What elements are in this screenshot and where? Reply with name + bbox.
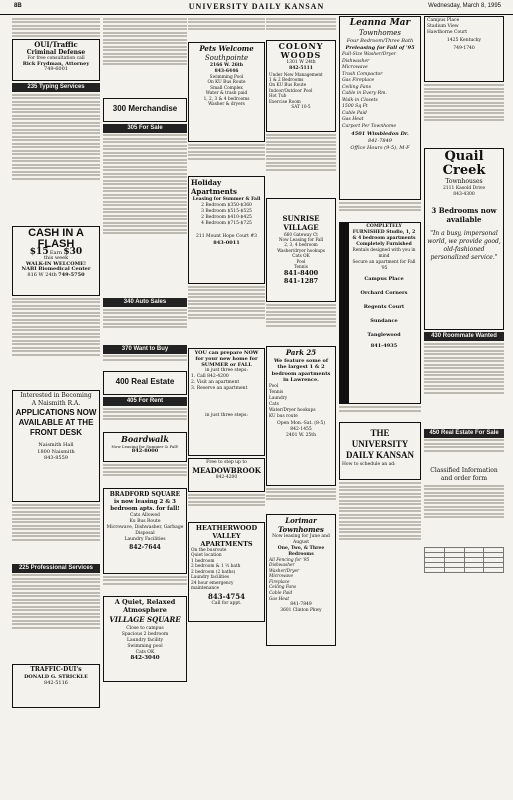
- ad-feature: Indoor/Outdoor Pool: [269, 87, 313, 93]
- ad-hours: Office Hours (9-5), M-F: [350, 145, 410, 151]
- classified-listing: [266, 488, 336, 512]
- kansan-classified-banner: [339, 422, 421, 480]
- ad-text: in just three steps:: [205, 412, 248, 418]
- naismith-ad: [12, 390, 100, 502]
- classified-listing: [339, 406, 421, 420]
- ad-text: Preleasing for Fall of '95: [345, 45, 415, 51]
- ad-phone: 842-5111: [289, 65, 313, 71]
- column-5: [339, 16, 421, 794]
- ad-feature: Washer & dryers: [208, 102, 245, 107]
- ad-address: 2111 Kasold Drive: [442, 186, 486, 191]
- classified-listing: [103, 464, 187, 486]
- ad-feature: Campus Place: [427, 18, 460, 23]
- ad-feature: 2 bedroom (2 baths): [191, 569, 236, 575]
- ad-phone: 843-4754: [208, 591, 245, 601]
- ad-feature: Pool: [296, 258, 306, 264]
- ad-feature: Rentals designed with you in mind: [352, 248, 416, 259]
- place-name: Orchard Corners: [360, 290, 408, 296]
- place-name: Campus Place: [364, 276, 404, 282]
- ad-feature: Under New Management: [269, 71, 323, 77]
- ad-feature: 2 Bedroom $410-$425: [201, 214, 252, 220]
- ad-brand: Park 25: [285, 347, 317, 357]
- ad-feature: Tennis: [294, 263, 308, 269]
- ad-feature: Carport Per Townhome: [342, 123, 397, 129]
- ad-phone: 749-6001: [44, 66, 68, 72]
- ad-phone: 842-5116: [44, 680, 68, 686]
- column-2: [103, 16, 187, 794]
- ad-feature: Cats OK: [292, 253, 310, 259]
- ad-text: is now leasing 2 & 3 bedroom apts. for fall!: [110, 498, 180, 512]
- classified-listing: [12, 18, 100, 38]
- ad-phone: 843-0011: [213, 239, 240, 246]
- ad-amount: $30: [63, 246, 83, 257]
- place-name: Sundance: [370, 318, 398, 324]
- classified-listing: [103, 355, 187, 369]
- ad-address: 4501 Wimbledon Dr.: [351, 131, 409, 137]
- ad-phone: 842-8000: [131, 447, 159, 454]
- ad-feature: Exercise Room: [269, 98, 301, 104]
- ad-quote: "In a busy, impersonal world, we provide good, old-fashioned personalized service.": [427, 230, 501, 261]
- ad-subheadline: Townhouses: [445, 178, 483, 185]
- ad-step: 3. Reserve an apartment: [191, 385, 248, 391]
- ad-feature: 2 Bedroom $350-$360: [201, 202, 252, 208]
- issue-date: Wednesday, March 8, 1995: [428, 3, 501, 9]
- classified-order-form: [424, 485, 504, 545]
- ad-feature: Microwave: [269, 574, 294, 580]
- ad-text: WALK-IN WELCOME!: [25, 260, 87, 267]
- classified-listing: [103, 309, 187, 343]
- ad-feature: Hot Tub: [269, 93, 287, 99]
- newspaper-title: UNIVERSITY DAILY KANSAN: [188, 2, 325, 11]
- classified-listing: [266, 134, 336, 196]
- ad-feature: Cats: [269, 401, 279, 407]
- ad-headline: Pets Welcome: [199, 43, 254, 53]
- heatherwood-ad: [188, 522, 265, 622]
- ad-feature: All Fencing for '95: [269, 557, 310, 563]
- ad-feature: Dishwasher: [269, 563, 295, 569]
- classified-instructions: [339, 482, 421, 582]
- vertical-banner: [340, 223, 349, 403]
- ad-feature: Spacious 2 bedroom: [121, 631, 169, 637]
- meadowbrook-promo-ad: [188, 348, 265, 456]
- ad-title: OUI/Traffic: [34, 40, 78, 49]
- ad-headline: Lorimar Townhomes: [278, 515, 324, 534]
- section-heading: 225 Professional Services: [12, 564, 100, 573]
- ad-feature: Hawthorne Court: [427, 30, 468, 35]
- ad-feature: Gas Heat: [342, 117, 364, 122]
- meadowbrook-ad: [188, 458, 265, 492]
- ad-text: Call for appt.: [211, 600, 242, 606]
- ad-text: How to schedule an ad:: [342, 462, 396, 467]
- leanna-mar-ad: [339, 16, 421, 200]
- ad-feature: Close to campus: [126, 625, 164, 631]
- ad-feature: Laundry facility: [126, 637, 163, 643]
- column-4: [266, 16, 336, 794]
- ad-feature: Laundry facilities: [191, 575, 230, 580]
- classified-listing: [188, 494, 265, 520]
- attorney-name: Rick Frydman, Attorney: [22, 61, 90, 67]
- ad-brand: Southpointe: [204, 53, 249, 62]
- place-name: Tanglewood: [367, 332, 401, 338]
- cash-ad: [12, 226, 100, 296]
- ad-text: Earn: [49, 249, 63, 256]
- ad-address: 211 Mount Hope Court #3: [195, 233, 258, 239]
- classified-listing: [103, 408, 187, 430]
- page-number: 8B: [14, 3, 22, 9]
- quail-creek-ad: [424, 148, 504, 330]
- classified-listing: [12, 574, 100, 662]
- heading-text: and order form: [440, 475, 488, 482]
- ad-headline: COLONY: [278, 40, 324, 51]
- ad-feature: Washer/dryer hookups: [277, 247, 325, 253]
- ad-feature: 2, 3, 4 bedroom: [284, 242, 318, 248]
- classified-listing: [188, 18, 265, 40]
- ad-feature: Walk-in Closets: [342, 97, 378, 103]
- section-heading: 400 Real Estate: [115, 377, 175, 386]
- classified-listing: [188, 286, 265, 346]
- ad-phone: 842-3040: [130, 654, 160, 661]
- ad-feature: 1 & 2 Bedrooms: [269, 76, 304, 82]
- campus-place-ad: [424, 16, 504, 82]
- classified-listing: [12, 504, 100, 562]
- park-25-ad: [266, 346, 336, 486]
- sunrise-village-ad: [266, 198, 336, 302]
- classified-listing: [339, 202, 421, 220]
- ad-text: 3 Bedrooms now available: [431, 206, 497, 224]
- ad-headline: WOODS: [280, 49, 322, 60]
- ad-text: in just three steps:: [205, 367, 248, 373]
- section-heading: 305 For Sale: [103, 124, 187, 133]
- classified-listing: [266, 18, 336, 38]
- ad-feature: 3 Bedroom $515-$525: [201, 208, 252, 214]
- classified-listing: [424, 84, 504, 146]
- ad-feature: Cats Allowed: [130, 512, 160, 518]
- ad-feature: 1500 Sq Ft: [342, 104, 368, 109]
- ad-headline: HEATHERWOOD VALLEY APARTMENTS: [195, 523, 258, 548]
- ad-text: Interested in Becoming: [20, 391, 92, 399]
- ad-phone: 843-6446: [214, 68, 239, 74]
- ad-phone: 841-8400: [283, 269, 319, 278]
- holiday-apartments-ad: [188, 176, 265, 284]
- rates-table: [424, 547, 504, 573]
- classified-listing: [12, 94, 100, 224]
- ad-address: 2166 W. 26th: [209, 62, 244, 68]
- lorimar-townhomes-ad: [266, 514, 336, 646]
- column-3: [188, 16, 265, 794]
- section-heading: 340 Auto Sales: [103, 298, 187, 307]
- ad-phone: 843-4300: [453, 192, 475, 197]
- ad-feature: Washer/Dryer: [269, 568, 300, 574]
- ad-headline: A Quiet, Relaxed Atmosphere: [114, 597, 176, 614]
- ad-text: Now leasing for June and August: [272, 533, 330, 545]
- classified-listing: [424, 439, 504, 465]
- section-heading: 430 Roommate Wanted: [424, 332, 504, 341]
- ad-text: Now Leasing for Summer & Fall!: [111, 443, 179, 449]
- ad-feature: Water & trash paid: [205, 91, 248, 96]
- ad-headline: Creek: [442, 163, 486, 178]
- ad-phone: 841-7849: [368, 138, 392, 144]
- classified-listing: [424, 343, 504, 427]
- ad-feature: Ceiling Fans: [269, 585, 297, 591]
- ad-headline: Leanna Mar: [349, 18, 411, 28]
- page-header: [0, 0, 513, 15]
- ad-amount: $15: [29, 246, 49, 257]
- ad-headline: CASH IN A FLASH: [28, 226, 84, 250]
- ad-address: 660 Gateway Ct: [284, 231, 318, 237]
- ad-feature: 4 Bedroom $715-$725: [201, 220, 252, 226]
- ad-hours: SAT 10-5: [291, 103, 311, 109]
- ad-feature: Dishwasher: [342, 58, 370, 64]
- ad-phone: 843-8559: [44, 454, 68, 461]
- section-heading: 235 Typing Services: [12, 83, 100, 92]
- ad-phone: 842-4200: [215, 474, 238, 480]
- ad-subheadline: Townhomes: [359, 29, 401, 37]
- ad-feature: 1, 2, 3 & 4 bedrooms: [203, 96, 250, 102]
- classified-info-heading: [424, 467, 504, 483]
- ad-feature: Cats OK: [135, 649, 155, 655]
- ad-headline: Boardwalk: [121, 433, 169, 444]
- ad-subtitle: Criminal Defense: [26, 49, 86, 56]
- ad-feature: Swimming pool: [127, 643, 163, 649]
- ad-feature: Pool: [269, 383, 279, 389]
- traffic-dui-ad: [12, 664, 100, 708]
- ad-text: Free to step up to: [206, 459, 247, 465]
- ad-headline: Holiday Apartments: [191, 177, 237, 196]
- real-estate-section-banner: [103, 371, 187, 395]
- ad-feature: Laundry Facilities: [124, 536, 166, 542]
- ad-headline: MEADOWBROOK: [192, 465, 261, 475]
- ad-text: Leasing for Summer & Fall: [192, 196, 261, 202]
- section-heading: 405 For Rent: [103, 397, 187, 406]
- ad-feature: Cable in Every Rm.: [342, 91, 387, 96]
- ad-text: For free consultation call: [27, 56, 85, 61]
- ad-feature: Ku Bus Route: [129, 518, 161, 524]
- ad-headline: SUNRISE VILLAGE: [282, 213, 320, 232]
- ad-headline: Quail: [444, 149, 484, 164]
- ad-feature: Stadium View: [427, 24, 459, 29]
- ad-brand: VILLAGE SQUARE: [109, 614, 181, 624]
- ad-feature: Full-Size Washer/Dryer: [342, 52, 397, 57]
- ad-step: 1. Call 842-4200: [191, 373, 229, 379]
- classified-listing: [266, 304, 336, 344]
- ad-address: 1301 W 24th: [286, 59, 316, 65]
- place-name: Regents Court: [363, 304, 405, 310]
- classified-listing: [12, 298, 100, 388]
- boardwalk-ad: [103, 432, 187, 462]
- ad-address: 816 W 24th: [27, 271, 57, 278]
- ad-feature: Microwave, Dishwasher, Garbage Disposal: [106, 524, 184, 536]
- ad-address: 3601 Clinton Pkwy: [280, 608, 322, 614]
- classified-listing: [103, 18, 187, 96]
- ad-phone: 841-7849: [290, 602, 312, 608]
- ad-feature: Cable Paid: [269, 591, 293, 597]
- ad-feature: Cable Paid: [342, 110, 367, 116]
- ad-step: 2. Visit an apartment: [191, 379, 240, 385]
- classified-listing: [103, 134, 187, 296]
- ad-phone: 842-7644: [129, 543, 161, 551]
- ad-feature: Water/Dryer hookups: [269, 407, 316, 413]
- ad-feature: Now Leasing for Fall: [278, 236, 324, 242]
- ad-headline: COMPLETELY FURNISHED Studio, 1, 2 & 4 bedroom apartments: [352, 224, 416, 241]
- ad-feature: Tennis: [269, 389, 284, 395]
- ad-feature: 24 hour emergency maintenance: [191, 580, 234, 591]
- ad-phone: 749-1740: [453, 46, 475, 51]
- ad-phone: 841-1287: [283, 277, 319, 286]
- ad-headline: THE UNIVERSITY DAILY KANSAN: [345, 428, 415, 460]
- ad-phone: 841-4935: [370, 343, 398, 349]
- column-1: [12, 16, 100, 794]
- merchandise-section-banner: [103, 98, 187, 122]
- ad-feature: Laundry: [269, 395, 288, 401]
- attorney-name: DONALD G. STRICKLE: [24, 674, 88, 680]
- ad-feature: Gas Fireplace: [342, 78, 375, 83]
- ad-feature: On the busroute: [191, 547, 227, 553]
- ad-feature: 1 bedroom: [191, 558, 215, 564]
- ad-feature: Ceiling Fans: [342, 84, 371, 90]
- ad-feature: Fireplace: [269, 579, 290, 585]
- ad-feature: Microwave: [342, 65, 368, 70]
- ad-feature: Small Complex: [210, 85, 243, 91]
- ad-address: 1800 Naismith: [37, 448, 75, 455]
- ad-org: Naismith Hall: [38, 441, 74, 448]
- ad-feature: Swimming Pool: [209, 74, 244, 80]
- classified-listing: [103, 576, 187, 594]
- classified-listing: [188, 144, 265, 174]
- ad-feature: KU bus route: [269, 413, 298, 419]
- ad-text: A Naismith R.A.: [31, 399, 81, 407]
- southpointe-pets-ad: [188, 42, 265, 142]
- ad-address: 1425 Kentucky: [446, 38, 482, 43]
- ad-feature: Completely Furnished: [356, 242, 412, 247]
- colony-woods-ad: [266, 40, 336, 132]
- ad-text: Four Bedroom/Three Bath: [346, 38, 414, 44]
- ad-feature: Quiet location: [191, 553, 222, 558]
- ad-address: 2401 W. 25th: [285, 432, 316, 438]
- section-heading: 300 Merchandise: [112, 103, 178, 113]
- ad-feature: Gas Heat: [269, 596, 290, 602]
- ad-text: One, Two, & Three Bedrooms: [277, 545, 325, 557]
- section-heading: 370 Want to Buy: [103, 345, 187, 354]
- ad-phone: 749-5750: [58, 271, 85, 278]
- ad-headline: YOU can prepare NOW for your new home for SUMMER or FALL: [194, 349, 259, 368]
- ad-feature: Secure an apartment for Fall '95: [352, 260, 416, 271]
- furnished-apartments-ad: [339, 222, 421, 404]
- ad-org: NABI Biomedical Center: [21, 265, 91, 272]
- ad-feature: 2 bedroom & 1 ½ bath: [191, 564, 241, 569]
- oui-traffic-ad: [12, 39, 100, 81]
- ad-hours: Open Mon.-Sat. (8-5): [277, 420, 325, 426]
- heading-text: Classified Information: [430, 467, 498, 474]
- bradford-square-ad: [103, 488, 187, 574]
- ad-feature: Trash Compactor: [342, 71, 383, 77]
- ad-headline: APPLICATIONS NOW AVAILABLE AT THE FRONT DESK: [15, 407, 97, 437]
- ad-feature: On KU Bus Route: [207, 80, 246, 85]
- ad-headline: We feature some of the largest 1 & 2 bedroom apartments in Lawrence.: [271, 357, 331, 383]
- section-heading: 450 Real Estate For Sale: [424, 429, 504, 438]
- ad-headline: TRAFFIC-DUI's: [30, 666, 82, 673]
- ad-text: this week: [43, 254, 69, 261]
- ad-feature: On KU Bus Route: [269, 82, 307, 88]
- column-6: [424, 16, 504, 794]
- ad-phone: 842-1455: [290, 426, 312, 432]
- ad-headline: BRADFORD SQUARE: [109, 490, 181, 498]
- village-square-ad: [103, 596, 187, 682]
